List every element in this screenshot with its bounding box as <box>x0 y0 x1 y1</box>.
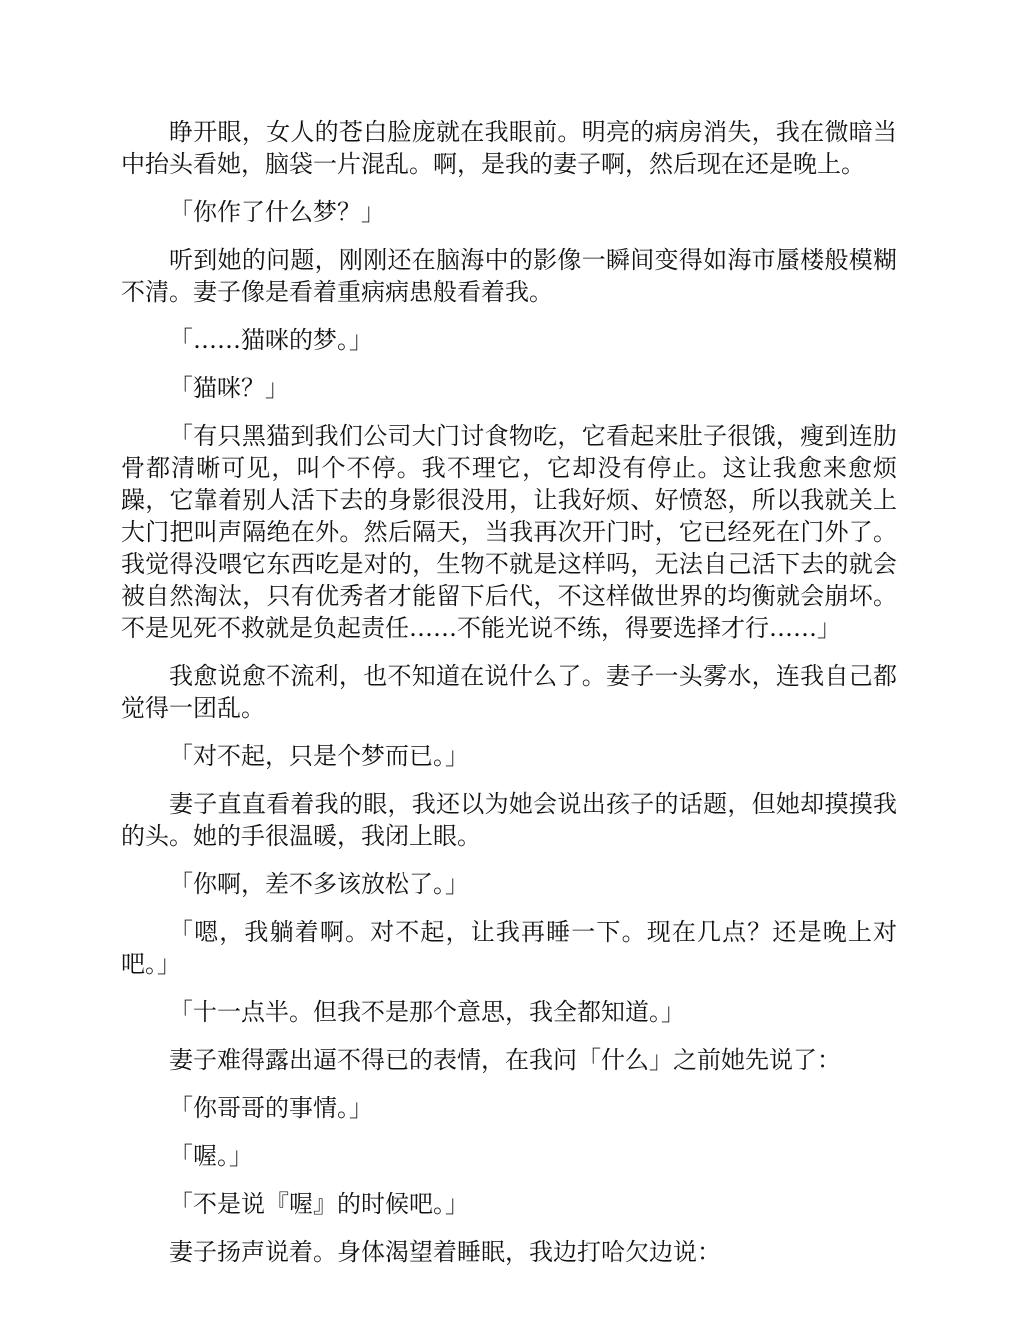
paragraph: 睁开眼，女人的苍白脸庞就在我眼前。明亮的病房消失，我在微暗当中抬头看她，脑袋一片混乱。啊，是我的妻子啊，然后现在还是晚上。 <box>121 118 897 178</box>
paragraph: 「喔。」 <box>169 1142 253 1170</box>
paragraph: 妻子直直看着我的眼，我还以为她会说出孩子的话题，但她却摸摸我的头。她的手很温暖，我闭上眼。 <box>121 790 897 850</box>
document-page <box>121 116 897 1268</box>
paragraph: 「有只黑猫到我们公司大门讨食物吃，它看起来肚子很饿，瘦到连肋骨都清晰可见，叫个不停。我不理它，它却没有停止。这让我愈来愈烦躁，它靠着别人活下去的身影很没用，让我好烦、好愤怒，所以我就关上大门把叫声隔绝在外。然后隔天，当我再次开门时，它已经死在门外了。我觉得没喂它东西吃是对的，生物不就是这样吗，无法自己活下去的就会被自然淘汰，只有优秀者才能留下后代，不这样做世界的均衡就会崩坏。不是见死不救就是负起责任……不能光说不练，得要选择才行……」 <box>121 422 897 642</box>
paragraph: 「猫咪？」 <box>169 374 289 402</box>
paragraph: 听到她的问题，刚刚还在脑海中的影像一瞬间变得如海市蜃楼般模糊不清。妻子像是看着重病病患般看着我。 <box>121 246 897 306</box>
paragraph: 「十一点半。但我不是那个意思，我全都知道。」 <box>169 998 685 1026</box>
paragraph: 「……猫咪的梦。」 <box>169 326 373 354</box>
paragraph: 「你哥哥的事情。」 <box>169 1094 373 1122</box>
paragraph: 妻子扬声说着。身体渴望着睡眠，我边打哈欠边说： <box>169 1238 721 1266</box>
paragraph: 我愈说愈不流利，也不知道在说什么了。妻子一头雾水，连我自己都觉得一团乱。 <box>121 662 897 722</box>
paragraph: 「你作了什么梦？」 <box>169 198 385 226</box>
paragraph: 妻子难得露出逼不得已的表情，在我问「什么」之前她先说了： <box>169 1046 841 1074</box>
paragraph: 「不是说『喔』的时候吧。」 <box>169 1190 469 1218</box>
paragraph: 「嗯，我躺着啊。对不起，让我再睡一下。现在几点？还是晚上对吧。」 <box>121 918 897 978</box>
paragraph: 「对不起，只是个梦而已。」 <box>169 742 469 770</box>
paragraph: 「你啊，差不多该放松了。」 <box>169 870 469 898</box>
